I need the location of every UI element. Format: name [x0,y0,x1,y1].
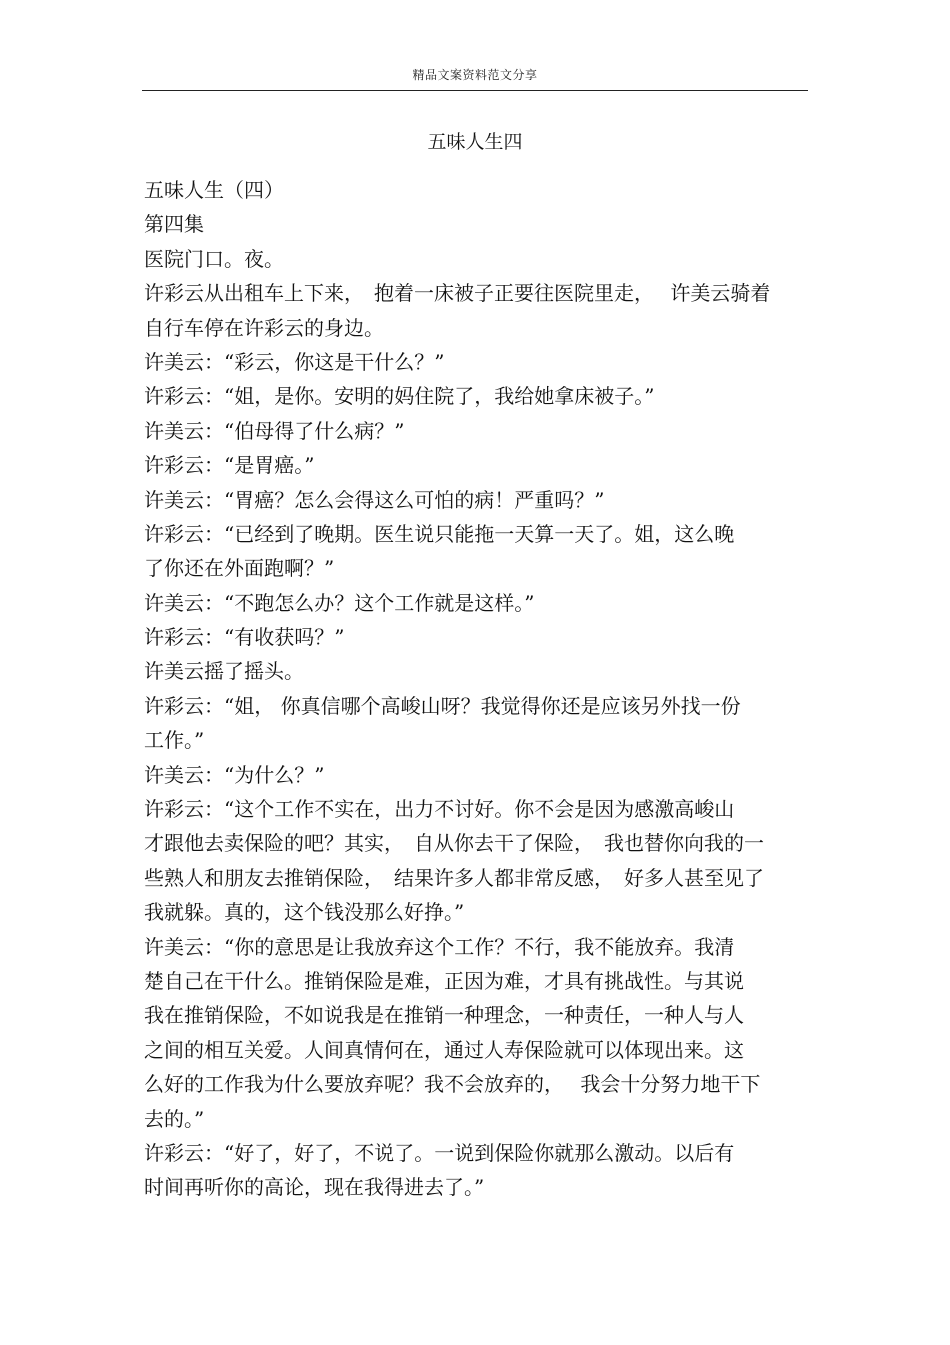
body-line: 时间再听你的高论，现在我得进去了。” [144,1175,485,1200]
body-line: 了你还在外面跑啊？” [144,556,335,581]
body-line: 许美云：“彩云，你这是干什么？” [144,349,445,374]
body-line: 许彩云：“有收获吗？” [144,625,345,650]
body-line: 自行车停在许彩云的身边。 [144,315,384,340]
header-divider [142,90,808,91]
body-line: 许美云摇了摇头。 [144,659,304,684]
body-line: 许彩云：“是胃癌。” [144,453,315,478]
body-line: 许彩云：“这个工作不实在，出力不讨好。你不会是因为感激高峻山 [144,797,735,822]
body-line: 么好的工作我为什么要放弃呢？我不会放弃的， 我会十分努力地干下 [144,1072,761,1097]
body-line: 才跟他去卖保险的吧？其实， 自从你去干了保险， 我也替你向我的一 [144,831,764,856]
body-line: 五味人生（四） [144,178,284,202]
body-line: 楚自己在干什么。推销保险是难，正因为难，才具有挑战性。与其说 [144,968,744,993]
body-line: 许美云：“不跑怎么办？这个工作就是这样。” [144,590,535,615]
body-line: 许彩云：“好了，好了，不说了。一说到保险你就那么激动。以后有 [144,1140,735,1165]
body-line: 我就躲。真的，这个钱没那么好挣。” [144,900,465,925]
document-title: 五味人生四 [427,131,523,153]
body-line: 医院门口。夜。 [144,246,284,271]
body-line: 工作。” [144,728,205,753]
body-line: 许彩云：“已经到了晚期。医生说只能拖一天算一天了。姐，这么晚 [144,521,735,546]
body-line: 之间的相互关爱。人间真情何在，通过人寿保险就可以体现出来。这 [144,1037,744,1062]
body-line: 许彩云：“姐， 你真信哪个高峻山呀？我觉得你还是应该另外找一份 [144,693,741,718]
body-line: 去的。” [144,1106,205,1131]
body-line: 许彩云：“姐，是你。安明的妈住院了，我给她拿床被子。” [144,384,655,409]
page-header: 精品文案资料范文分享 [412,68,538,82]
body-line: 些熟人和朋友去推销保险， 结果许多人都非常反感， 好多人甚至见了 [144,865,764,890]
body-line: 许美云：“你的意思是让我放弃这个工作？不行，我不能放弃。我清 [144,934,735,959]
body-line: 第四集 [144,212,204,237]
body-line: 许美云：“为什么？” [144,762,325,787]
document-body [144,173,806,1205]
body-line: 我在推销保险，不如说我是在推销一种理念，一种责任，一种人与人 [144,1003,744,1028]
body-line: 许美云：“伯母得了什么病？” [144,418,405,443]
body-line: 许美云：“胃癌？怎么会得这么可怕的病！严重吗？” [144,487,605,512]
body-line: 许彩云从出租车上下来， 抱着一床被子正要往医院里走， 许美云骑着 [144,281,771,306]
